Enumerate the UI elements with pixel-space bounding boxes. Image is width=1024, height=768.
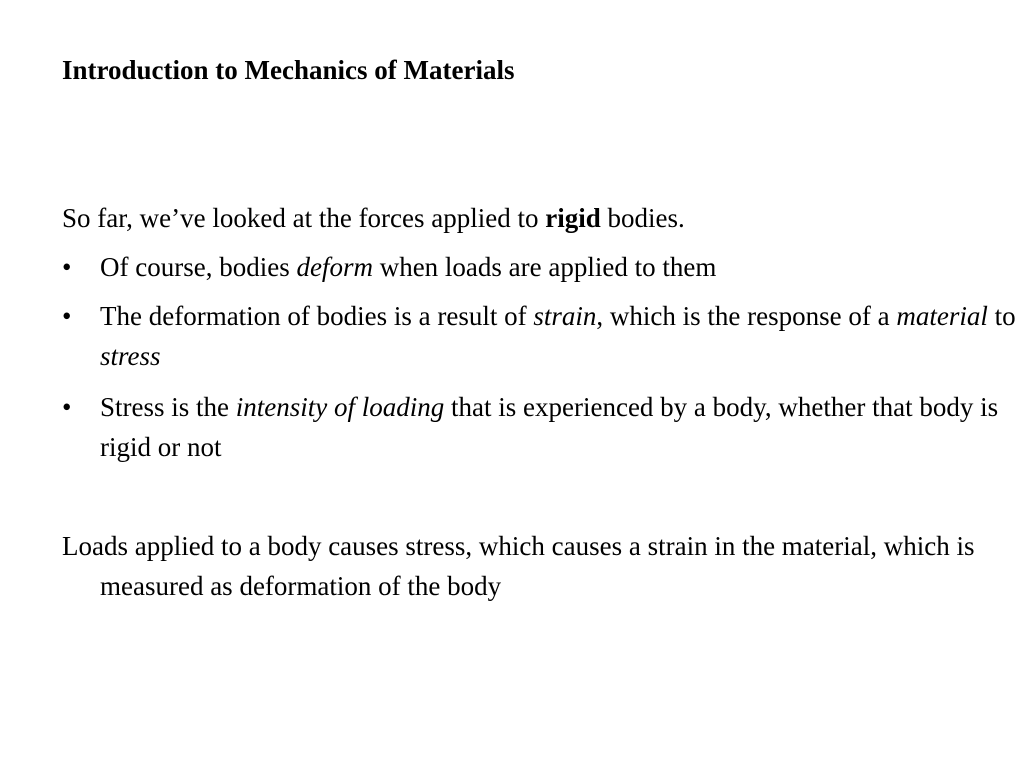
bullet-2-text-1: The deformation of bodies is a result of bbox=[100, 301, 534, 331]
intro-paragraph bbox=[62, 198, 1024, 238]
bullet-1-text-1: Of course, bodies bbox=[100, 252, 297, 282]
bullet-item-2 bbox=[62, 296, 1024, 376]
bullet-2-italic-1: strain bbox=[533, 301, 597, 331]
bullet-item-3 bbox=[62, 387, 1024, 467]
bullet-2-italic-2: material bbox=[896, 301, 988, 331]
bullet-dot-icon: • bbox=[62, 392, 72, 422]
bullet-2-text-3: to bbox=[987, 301, 1016, 331]
bullet-1-text-2: when loads are applied to them bbox=[372, 252, 717, 282]
bullet-3-italic-1: intensity of loading bbox=[235, 392, 445, 422]
slide-title: Introduction to Mechanics of Materials bbox=[62, 55, 515, 85]
bullet-2-italic-3: stress bbox=[100, 341, 161, 371]
bullet-3-text-2: that is experienced by a body, whether that body is rigid or not bbox=[100, 392, 999, 462]
intro-text-2: bodies. bbox=[600, 203, 685, 233]
bullet-2-text-2: , which is the response of a bbox=[596, 301, 897, 331]
intro-text-1: So far, we’ve looked at the forces applied to bbox=[62, 203, 546, 233]
bullet-3-text-1: Stress is the bbox=[100, 392, 236, 422]
bullet-dot-icon: • bbox=[62, 301, 72, 331]
bullet-item-1 bbox=[62, 247, 1024, 287]
bullet-dot-icon: • bbox=[62, 252, 72, 282]
bullet-1-italic-1: deform bbox=[296, 252, 373, 282]
conclusion-paragraph: Loads applied to a body causes stress, which causes a strain in the material, which is measured as deformation of the body bbox=[62, 531, 975, 601]
intro-bold-rigid: rigid bbox=[545, 203, 601, 233]
